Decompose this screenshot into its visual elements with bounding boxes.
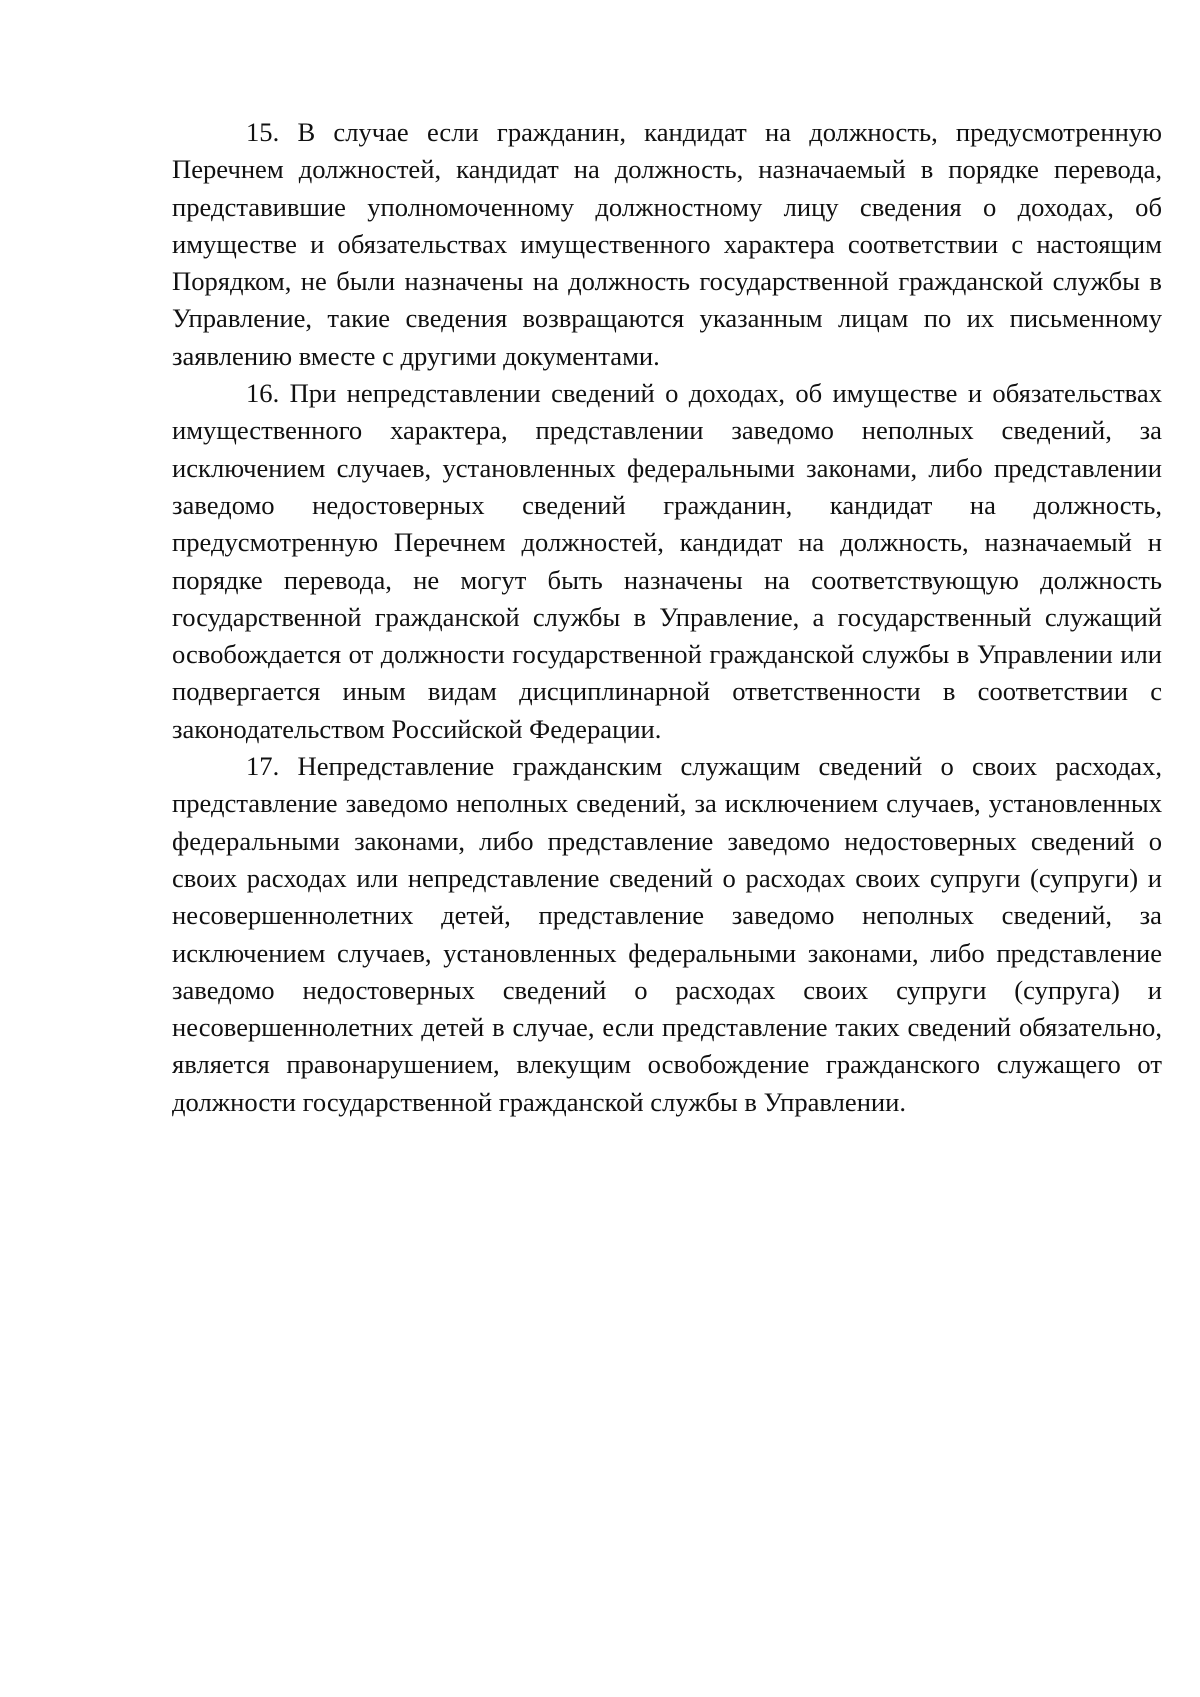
paragraph-17: 17. Непредставление гражданским служащим сведений о своих расходах, представление заведомо неполных сведений, за исключением случаев, установленных федеральными законами, либо представление заведомо недостоверных сведений о своих расходах или непредставление сведений о расходах своих супруги (супруги) и несовершеннолетних детей, представление заведомо неполных сведений, за исключением случаев, установленных федеральными законами, либо представление заведомо недостоверных сведений о расходах своих супруги (супруга) и несовершеннолетних детей в случае, если представление таких сведений обязательно, является правонарушением, влекущим освобождение гражданского служащего от должности государственной гражданской службы в Управлении. <box>172 751 1162 1117</box>
paragraph-16: 16. При непредставлении сведений о доходах, об имуществе и обязательствах имущественного характера, представлении заведомо неполных сведений, за исключением случаев, установленных федеральными законами, либо представлении заведомо недостоверных сведений гражданин, кандидат на должность, предусмотренную Перечнем должностей, кандидат на должность, назначаемый н порядке перевода, не могут быть назначены на соответствующую должность государственной гражданской службы в Управление, а государственный служащий освобождается от должности государственной гражданской службы в Управлении или подвергается иным видам дисциплинарной ответственности в соответствии с законодательством Российской Федерации. <box>172 378 1162 744</box>
paragraph-15: 15. В случае если гражданин, кандидат на должность, предусмотренную Перечнем должностей, кандидат на должность, назначаемый в порядке перевода, представившие уполномоченному должностному лицу сведения о доходах, об имуществе и обязательствах имущественного характера соответствии с настоящим Порядком, не были назначены на должность государственной гражданской службы в Управление, такие сведения возвращаются указанным лицам по их письменному заявлению вместе с другими документами. <box>172 117 1162 371</box>
document-body <box>172 114 1162 1121</box>
